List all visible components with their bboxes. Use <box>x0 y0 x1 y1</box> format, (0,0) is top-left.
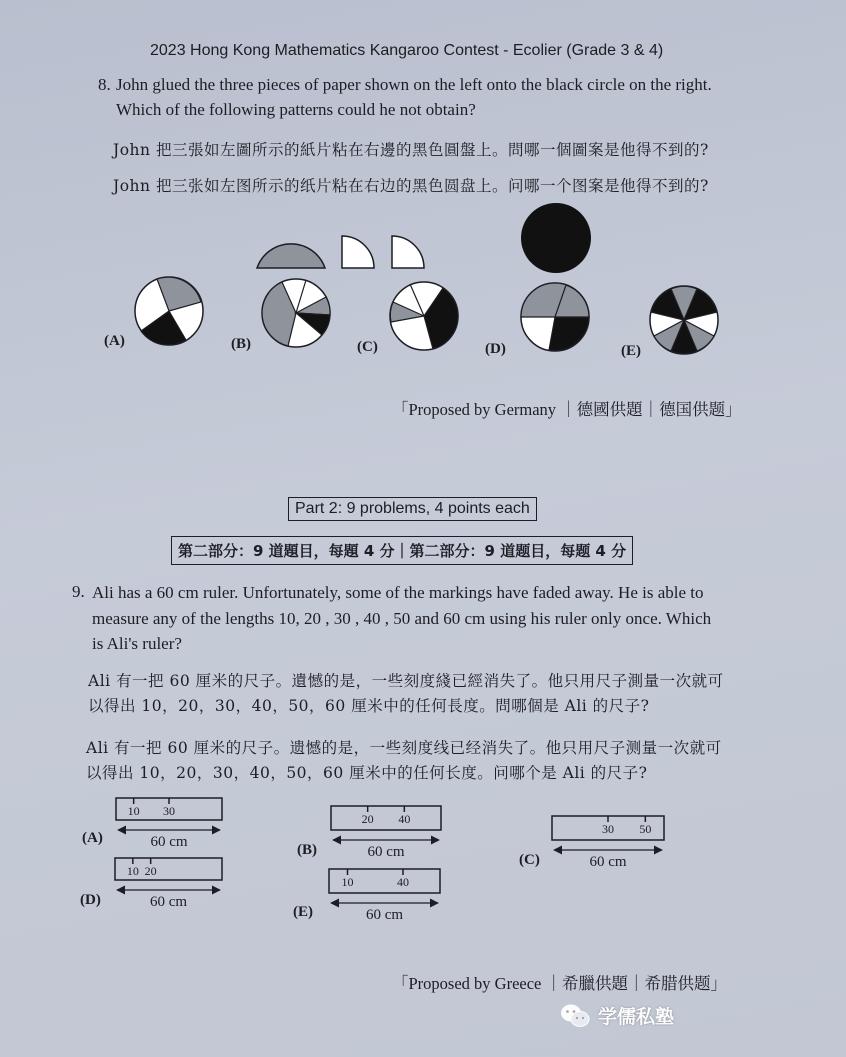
q8-option-e-label: (E) <box>621 343 641 359</box>
q9-zh-trad-line1: Ali 有一把 60 厘米的尺子。遺憾的是，一些刻度綫已經消失了。他只用尺子測量一次就可 <box>88 672 724 690</box>
q8-proposed-by: 「Proposed by Germany ｜德國供題｜德国供题」 <box>392 400 742 419</box>
ruler-tick-label: 30 <box>602 822 614 836</box>
q8-option-c-label: (C) <box>357 339 378 355</box>
ruler-b <box>331 806 441 860</box>
q8-en-line2: Which of the following patterns could he not obtain? <box>116 100 476 119</box>
q8-zh-simplified: John 把三张如左图所示的纸片粘在右边的黑色圆盘上。问哪一个图案是他得不到的? <box>113 177 709 195</box>
q8-number: 8. <box>98 75 111 94</box>
q9-option-c-label: (C) <box>519 852 540 868</box>
ruler-tick-label: 30 <box>163 804 175 818</box>
ruler-tick-label: 10 <box>126 864 139 878</box>
ruler-tick-label: 40 <box>397 875 409 889</box>
ruler-length-label: 60 cm <box>149 894 188 910</box>
q9-zh-simp-line2: 以得出 10，20，30，40，50，60 厘米中的任何长度。问哪个是 Ali 的尺子? <box>86 764 648 782</box>
ruler-tick-label: 10 <box>341 875 354 889</box>
ruler-d <box>115 858 222 910</box>
ruler-length-label: 60 cm <box>367 844 405 860</box>
q9-zh-simp-line1: Ali 有一把 60 厘米的尺子。遗憾的是，一些刻度线已经消失了。他只用尺子测量一次就可 <box>86 739 722 757</box>
q9-en-line2: measure any of the lengths 10, 20 , 30 , 40 , 50 and 60 cm using his ruler only once. Which <box>92 609 712 628</box>
ruler-length-label: 60 cm <box>589 854 627 870</box>
ruler-tick-label: 10 <box>127 804 140 818</box>
contest-header: 2023 Hong Kong Mathematics Kangaroo Contest - Ecolier (Grade 3 & 4) <box>150 42 664 59</box>
ruler-body <box>331 806 441 830</box>
q9-zh-trad-line2: 以得出 10，20，30，40，50，60 厘米中的任何長度。問哪個是 Ali 的尺子? <box>88 697 650 715</box>
q9-option-a-label: (A) <box>82 830 103 846</box>
q8-option-a-label: (A) <box>104 333 125 349</box>
q9-number: 9. <box>72 582 85 601</box>
ruler-tick-label: 20 <box>361 812 374 826</box>
ruler-length-label: 60 cm <box>150 834 188 850</box>
ruler-tick-label: 50 <box>639 822 652 836</box>
part2-title-zh: 第二部分：9 道題目，每題 4 分｜第二部分：9 道题目，每题 4 分 <box>171 536 633 565</box>
watermark-text: 学儒私塾 <box>598 1006 675 1028</box>
ruler-length-label: 60 cm <box>365 907 404 923</box>
part2-title-en: Part 2: 9 problems, 4 points each <box>288 497 537 521</box>
q8-zh-traditional: John 把三張如左圖所示的紙片粘在右邊的黑色圓盤上。問哪一個圖案是他得不到的? <box>113 141 709 159</box>
q9-option-b-label: (B) <box>297 842 317 858</box>
q9-en-line1: Ali has a 60 cm ruler. Unfortunately, some of the markings have faded away. He is able to <box>92 583 704 602</box>
wechat-icon <box>560 1003 590 1029</box>
q8-option-b-label: (B) <box>231 336 251 352</box>
q9-en-line3: is Ali's ruler? <box>92 634 182 653</box>
q9-proposed-by: 「Proposed by Greece ｜希臘供題｜希腊供题」 <box>392 974 727 993</box>
q8-option-d-label: (D) <box>485 341 506 357</box>
q9-option-d-label: (D) <box>80 892 101 908</box>
ruler-tick-label: 20 <box>144 864 157 878</box>
watermark <box>560 1002 674 1029</box>
q8-en-line1: John glued the three pieces of paper shown on the left onto the black circle on the right. <box>116 75 712 94</box>
q9-option-e-label: (E) <box>293 904 313 920</box>
ruler-a <box>116 798 222 850</box>
ruler-c <box>552 816 664 870</box>
ruler-e <box>329 869 440 923</box>
ruler-tick-label: 40 <box>398 812 411 826</box>
